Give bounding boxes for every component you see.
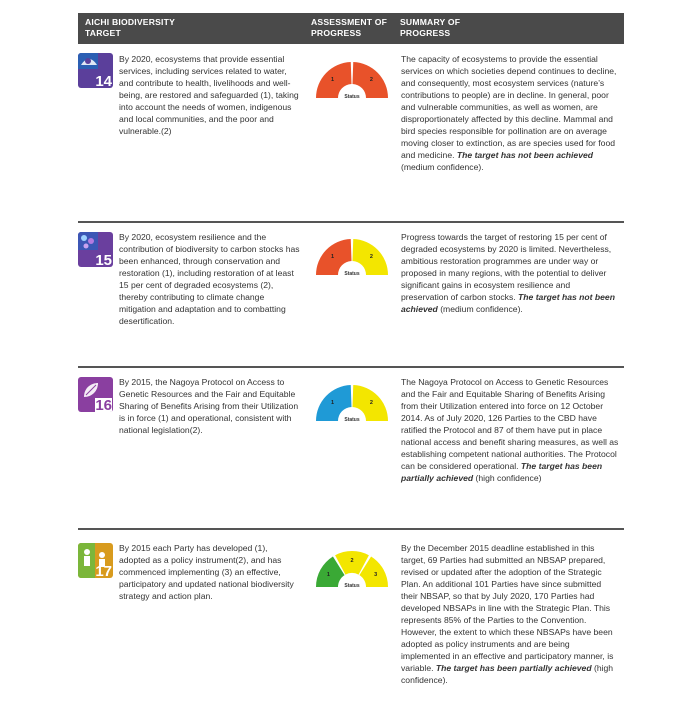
- status-gauge-svg: [312, 235, 392, 279]
- summary-17-verdict: The target has been partially achieved: [435, 663, 592, 673]
- summary-17-text: By the December 2015 deadline established in this target, 69 Parties had submitted an NBSAP prepared, revised or updated after the adoption of the Strategic Plan. An additional 101 Parties have since submitted their NBSAP, so that by July 2020, 170 Parties had developed NBSAPs in line with the Strategic Plan. This represents 85% of the Parties to the Convention. However, the extent to which these NBSAPs have been adopted as policy instruments and are being implemented in an effective and participatory manner, is variable.: [401, 543, 614, 673]
- summary-15-text: Progress towards the target of restoring 15 per cent of degraded ecosystems by 2020 is limited. Nevertheless, ambitious restoration programmes are under way or proposed in many regions, with the potential to deliver significant gains in ecosystem resilience and preservation of carbon stocks.: [401, 232, 612, 302]
- gauge-segment-label: 3: [374, 571, 378, 578]
- status-gauge-svg: [312, 381, 392, 425]
- row-divider: [78, 221, 624, 223]
- summary-17-confidence: (high confidence).: [401, 663, 614, 685]
- gauge-segment-label: 1: [331, 254, 335, 261]
- target-number: 15: [95, 252, 112, 267]
- header-assessment: ASSESSMENT OF PROGRESS: [311, 17, 388, 38]
- target-number: 17: [95, 563, 112, 578]
- row-divider: [78, 366, 624, 368]
- gauge-target-15: [312, 235, 392, 279]
- table-header: [78, 13, 624, 44]
- target-number: 14: [95, 73, 112, 88]
- target-14-icon: [78, 53, 113, 88]
- header-aichi-target: AICHI BIODIVERSITY TARGET: [85, 17, 175, 38]
- summary-14-confidence: (medium confidence).: [401, 162, 484, 172]
- gauge-target-16: [312, 381, 392, 425]
- summary-15-verdict: The target has not been achieved: [401, 292, 615, 314]
- gauge-status-label: Status: [344, 94, 360, 100]
- summary-14: [401, 53, 619, 173]
- target-16-text: By 2015, the Nagoya Protocol on Access to Genetic Resources and the Fair and Equitable Sharing of Benefits Arising from their Utilization is in force (1) and operational, consistent with national legislation(2).: [119, 377, 299, 435]
- gauge-segment-label: 1: [331, 77, 335, 84]
- row-divider: [78, 528, 624, 530]
- summary-14-verdict: The target has not been achieved: [456, 150, 594, 160]
- target-17-icon: [78, 543, 113, 578]
- status-gauge-svg: [312, 58, 392, 102]
- target-15-text: By 2020, ecosystem resilience and the contribution of biodiversity to carbon stocks has been enhanced, through conservation and restoration (1), including restoration of at least 15 per cent of degraded ecosystems (2), thereby contributing to climate change mitigation and adaptation and to combatting desertification.: [119, 232, 300, 326]
- target-number: 16: [95, 397, 112, 412]
- gauge-segment-label: 2: [369, 400, 373, 407]
- gauge-segment-label: 2: [350, 558, 354, 564]
- gauge-status-label: Status: [344, 417, 360, 423]
- status-gauge-svg: [312, 547, 392, 591]
- target-14-text: By 2020, ecosystems that provide essential services, including services related to water, and contribute to health, livelihoods and well-being, are restored and safeguarded (1), taking into account the needs of women, indigenous and local communities, and the poor and vulnerable.(2): [119, 54, 299, 136]
- target-16-icon: [78, 377, 113, 412]
- summary-15: [401, 231, 619, 315]
- summary-16-verdict: The target has been partially achieved: [401, 461, 603, 483]
- gauge-segment-label: 2: [369, 254, 373, 261]
- gauge-target-14: [312, 58, 392, 102]
- summary-17: [401, 542, 619, 686]
- gauge-target-17: [312, 547, 392, 591]
- gauge-segment-label: 1: [326, 571, 330, 578]
- gauge-segment-label: 2: [369, 77, 373, 84]
- summary-15-confidence: (medium confidence).: [440, 304, 523, 314]
- gauge-segment-label: 1: [331, 400, 335, 407]
- target-17-text: By 2015 each Party has developed (1), adopted as a policy instrument(2), and has commenced implementing (3) an effective, participatory and updated national biodiversity strategy and action plan.: [119, 543, 294, 601]
- summary-16-confidence: (high confidence): [475, 473, 542, 483]
- summary-14-text: The capacity of ecosystems to provide the essential services on which societies depend continues to decline, and consequently, most ecosystem services (nature’s contributions to people) are in decline. In general, poor and vulnerable communities, as well as women, are disproportionately affected by this decline. Mammal and bird species responsible for pollination are on average moving closer to extinction, as are species used for food and medicine.: [401, 54, 617, 160]
- target-15-icon: [78, 232, 113, 267]
- gauge-status-label: Status: [344, 583, 360, 589]
- header-summary: SUMMARY OF PROGRESS: [400, 17, 461, 38]
- summary-16: [401, 376, 619, 484]
- summary-16-text: The Nagoya Protocol on Access to Genetic Resources and the Fair and Equitable Sharing of Benefits Arising from their Utilization entered into force on 12 October 2014. As of July 2020, 126 Parties to the CBD have ratified the Protocol and 87 of them have put in place national access and benefit sharing measures, as well as establishing competent national authorities. The Protocol can be considered operational.: [401, 377, 619, 471]
- gauge-status-label: Status: [344, 271, 360, 277]
